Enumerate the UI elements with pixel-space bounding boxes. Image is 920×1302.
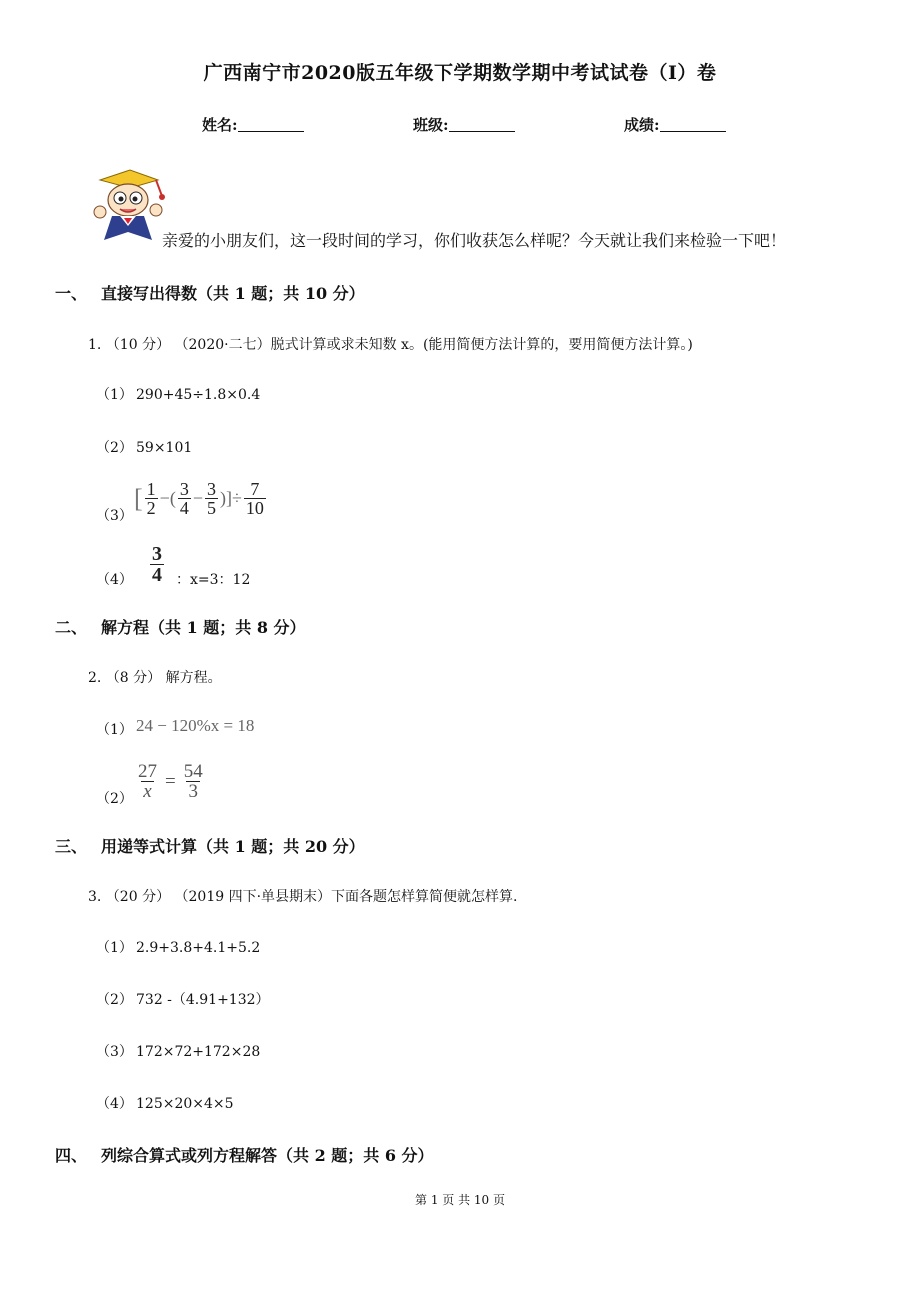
fraction: $\frac{54}{3}$ (183, 761, 203, 802)
section-4-heading (55, 1143, 434, 1166)
q1-item-2 (96, 437, 192, 457)
q1-item-4-fraction: $\frac{3}{4}$ (152, 543, 162, 586)
q3-item-3 (96, 1041, 260, 1061)
item-expression: 732 -（4.91+132） (136, 992, 270, 1008)
item-index: （3） (96, 1044, 133, 1060)
question-1: 1. （10 分） （2020·二七）脱式计算或求未知数 x。(能用简便方法计算的，要用简便方法计算。) (88, 337, 693, 353)
q2-item-1-expression: 24 − 120%x = 18 (136, 716, 255, 735)
question-3: 3. （20 分） （2019 四下·单县期末）下面各题怎样算简便就怎样算. (88, 889, 518, 905)
item-index: （2） (96, 440, 133, 456)
item-index: （1） (96, 940, 133, 956)
section-title: 用递等式计算（共 1 题；共 20 分） (101, 837, 365, 856)
page-footer: 第 1 页 共 10 页 (415, 1193, 505, 1207)
score-field[interactable] (624, 114, 726, 135)
q1-item-3-expression: [ $\frac{1}{2}$ −( $\frac{3}{4}$ − $\frac{3}{5}$ )]÷ $\frac{7}{10}$ (134, 479, 264, 518)
q1-item-4 (96, 569, 136, 589)
item-expression: 290+45÷1.8×0.4 (136, 387, 261, 403)
page-title: 广西南宁市2020版五年级下学期数学期中考试试卷（I）卷 (203, 62, 717, 84)
fraction: $\frac{3}{4}$ (179, 479, 189, 518)
item-expression: 2.9+3.8+4.1+5.2 (136, 940, 261, 956)
name-label: 姓名: (202, 116, 238, 134)
q3-item-2 (96, 989, 270, 1009)
score-blank[interactable] (660, 117, 726, 132)
section-number: 一、 (55, 284, 88, 303)
q1-item-4-rest: ：x=3：12 (176, 572, 251, 588)
question-2: 2. （8 分） 解方程。 (88, 670, 222, 686)
section-number: 四、 (55, 1146, 88, 1165)
fraction: $\frac{1}{2}$ (146, 479, 156, 518)
section-3-heading (55, 834, 365, 857)
doctor-mascot-icon (90, 166, 168, 246)
item-expression: 59×101 (136, 440, 193, 456)
section-2-heading (55, 615, 306, 638)
name-blank[interactable] (238, 117, 304, 132)
q1-item-3 (96, 505, 136, 525)
item-index: （4） (96, 1096, 133, 1112)
section-1-heading (55, 281, 365, 304)
item-index: （3） (96, 508, 133, 524)
fraction: $\frac{27}{x}$ (138, 761, 157, 802)
class-blank[interactable] (449, 117, 515, 132)
score-label: 成绩: (624, 116, 660, 134)
fraction: $\frac{3}{5}$ (206, 479, 216, 518)
item-expression: 125×20×4×5 (136, 1096, 234, 1112)
item-expression: 172×72+172×28 (136, 1044, 261, 1060)
class-field[interactable] (413, 114, 515, 135)
q2-item-2 (96, 788, 136, 808)
q3-item-1 (96, 937, 260, 957)
q2-item-2-expression: $\frac{27}{x}$ = $\frac{54}{3}$ (138, 761, 203, 802)
item-index: （1） (96, 722, 133, 738)
q1-item-1 (96, 384, 260, 404)
item-index: （2） (96, 992, 133, 1008)
section-title: 列综合算式或列方程解答（共 2 题；共 6 分） (101, 1146, 434, 1165)
item-index: （2） (96, 791, 133, 807)
name-field[interactable] (202, 114, 304, 135)
section-number: 二、 (55, 618, 88, 637)
item-index: （1） (96, 387, 133, 403)
item-index: （4） (96, 572, 133, 588)
q2-item-1 (96, 719, 136, 739)
section-title: 解方程（共 1 题；共 8 分） (101, 618, 306, 637)
q3-item-4 (96, 1093, 234, 1113)
class-label: 班级: (413, 116, 449, 134)
fraction: $\frac{7}{10}$ (245, 479, 264, 518)
section-number: 三、 (55, 837, 88, 856)
section-title: 直接写出得数（共 1 题；共 10 分） (101, 284, 365, 303)
greeting-text: 亲爱的小朋友们，这一段时间的学习，你们收获怎么样呢？今天就让我们来检验一下吧！ (162, 231, 787, 250)
